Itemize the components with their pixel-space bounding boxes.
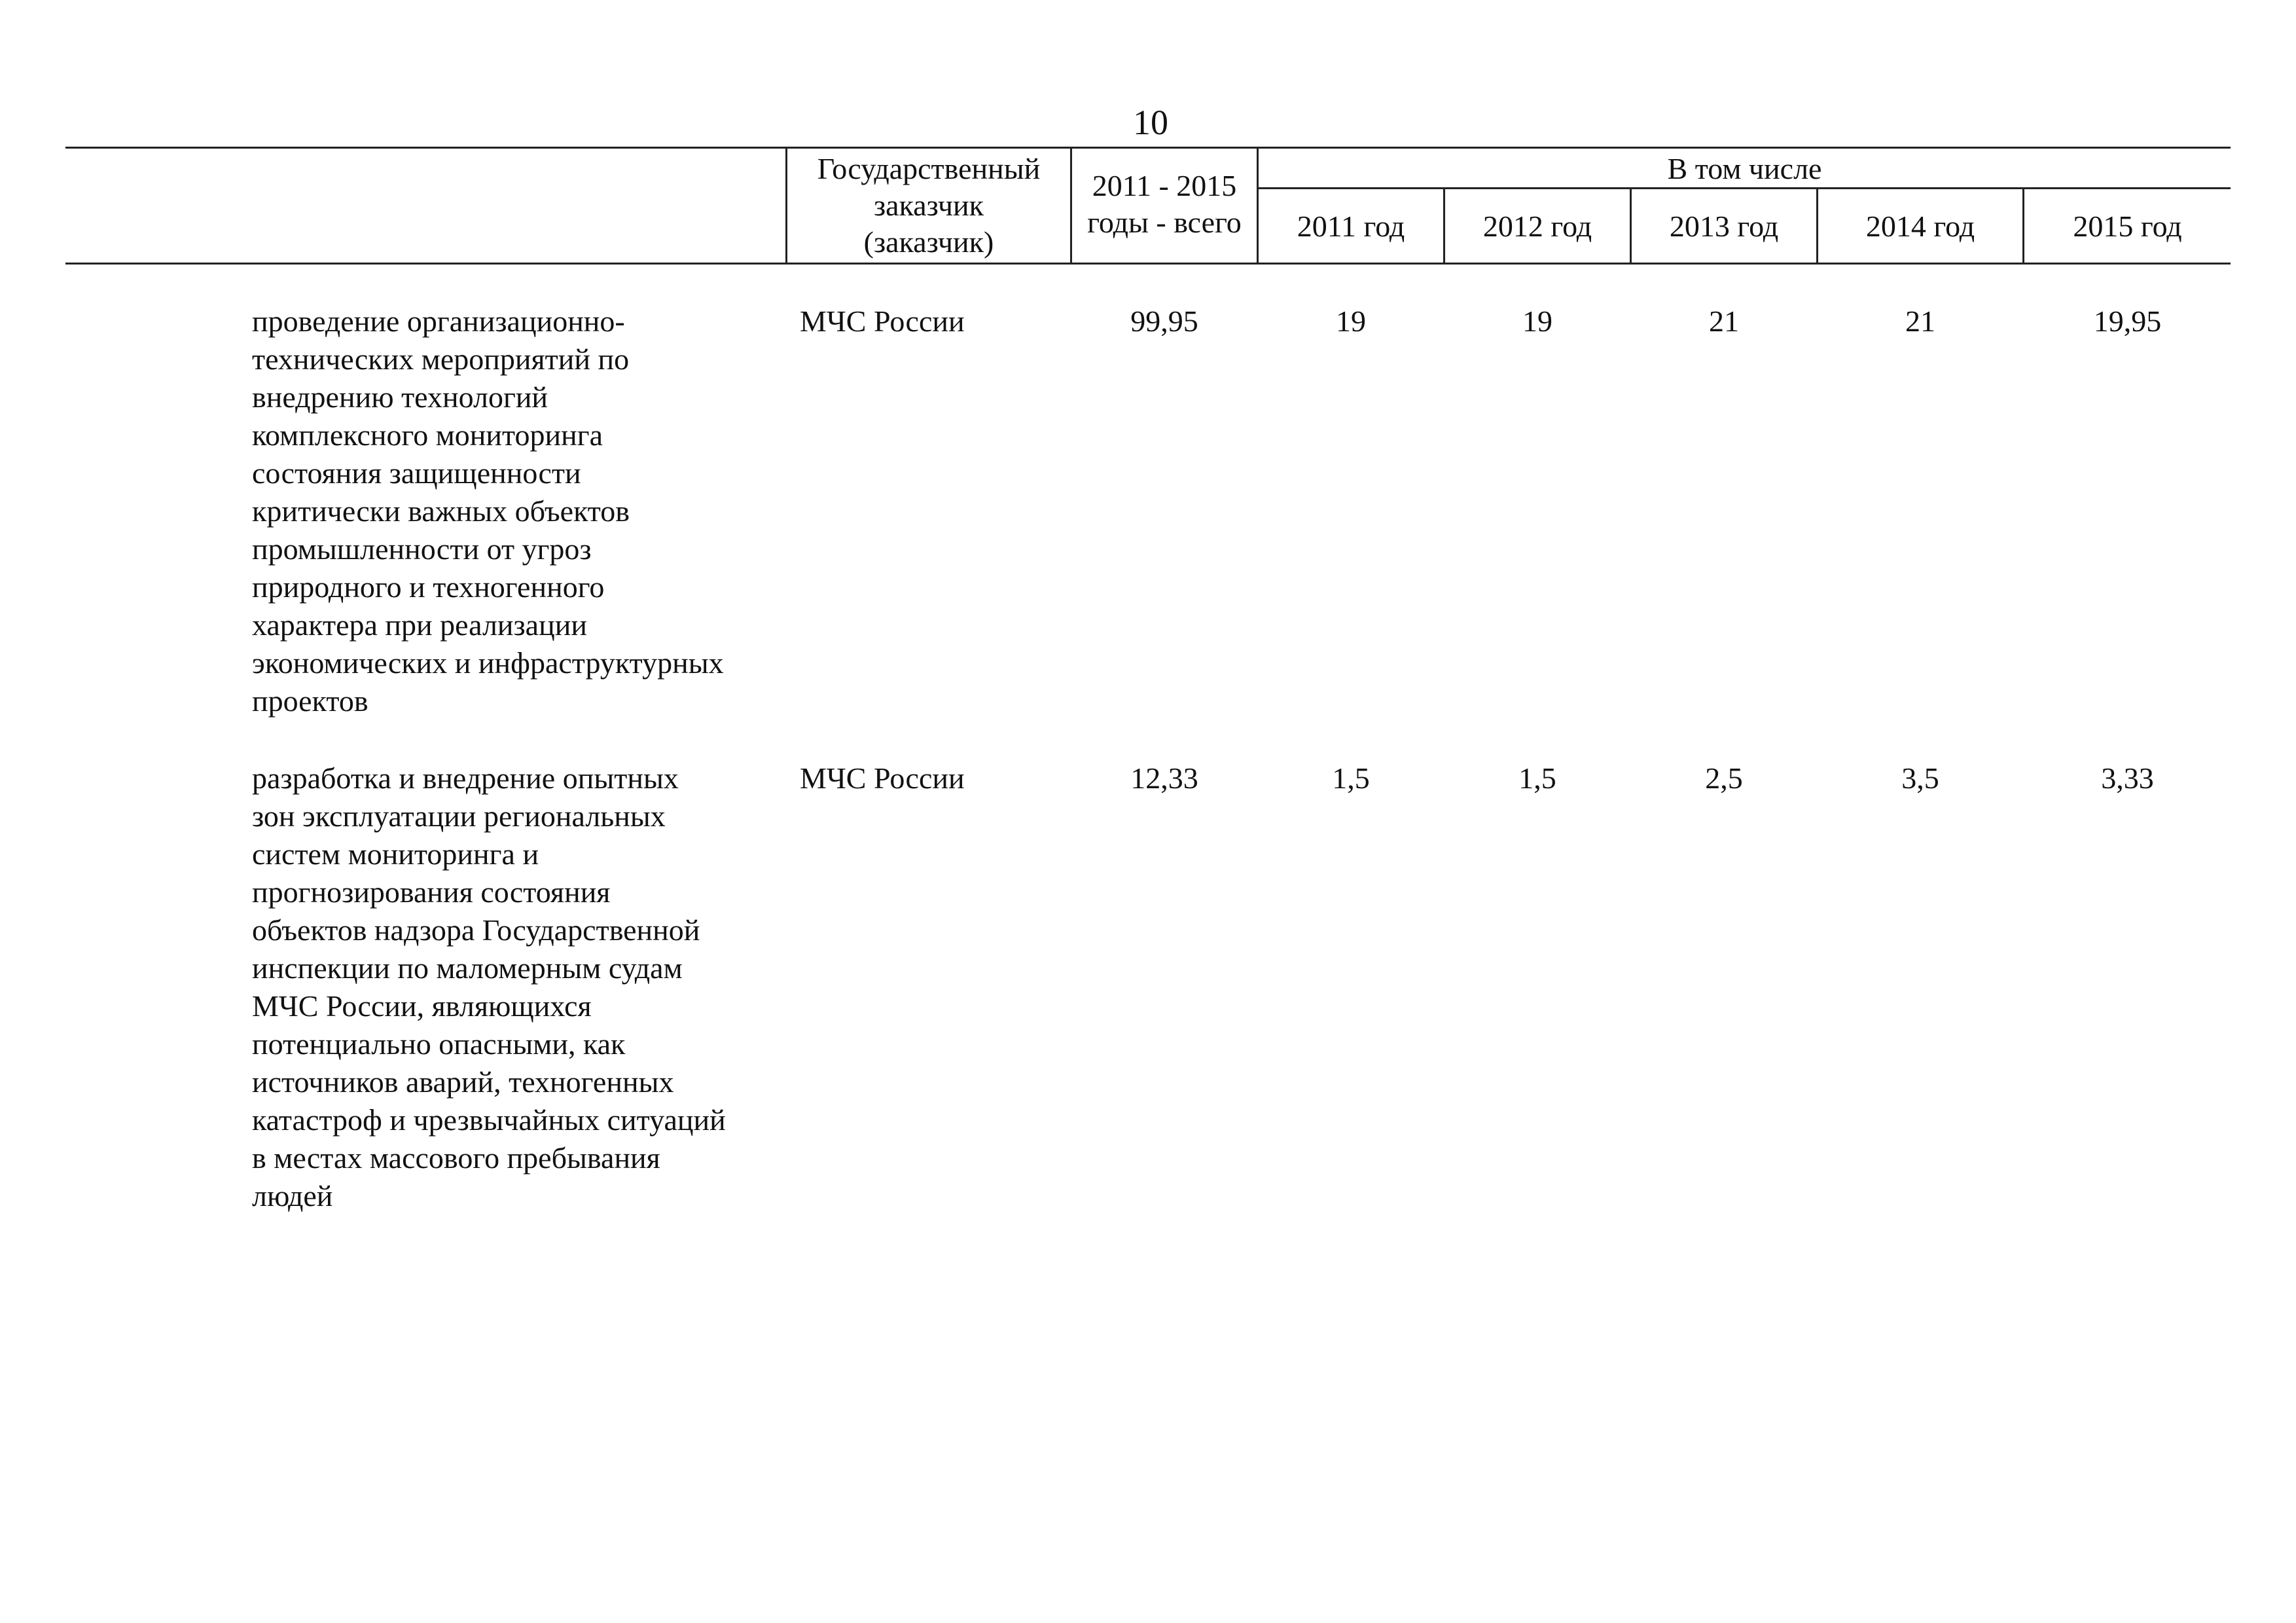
row-1-2014: 21 xyxy=(1905,304,1935,338)
header-year-2012: 2012 год xyxy=(1482,210,1592,243)
header-mid-rule xyxy=(1258,187,2231,189)
row-2-2011: 1,5 xyxy=(1332,761,1370,795)
header-including: В том числе xyxy=(1667,152,1822,185)
row-2-2013: 2,5 xyxy=(1705,761,1743,795)
page-number: 10 xyxy=(1133,103,1168,142)
header-top-rule xyxy=(65,147,2231,149)
row-2-customer: МЧС России xyxy=(800,761,965,795)
header-total: 2011 - 2015 годы - всего xyxy=(1087,169,1242,239)
row-2-2012: 1,5 xyxy=(1518,761,1556,795)
header-bottom-rule xyxy=(65,263,2231,264)
row-1-total: 99,95 xyxy=(1130,304,1198,338)
row-1-customer: МЧС России xyxy=(800,304,965,338)
header-customer: Государственный заказчик (заказчик) xyxy=(817,152,1041,259)
header-year-2013: 2013 год xyxy=(1669,210,1779,243)
row-2-2014: 3,5 xyxy=(1901,761,1939,795)
row-2-description: разработка и внедрение опытных зон эксплуатации региональных систем мониторинга и прогнозирования состояния объектов надзора Государственной инспекции по маломерным судам МЧС России, являющихся потенциально опасными, как источников аварий, техногенных катастроф и чрезвычайных ситуаций в местах массового пребывания людей xyxy=(252,761,726,1213)
row-1-2011: 19 xyxy=(1336,304,1366,338)
row-1-description: проведение организационно- технических мероприятий по внедрению технологий комплексного мониторинга состояния защищенности критически важных объектов промышленности от угроз природного и техногенного характера при реализации экономических и инфраструктурных проектов xyxy=(252,304,724,718)
header-year-2014: 2014 год xyxy=(1865,210,1975,243)
header-year-2015: 2015 год xyxy=(2073,210,2182,243)
header-year-2011: 2011 год xyxy=(1297,210,1405,243)
row-1-2012: 19 xyxy=(1522,304,1552,338)
row-1-2015: 19,95 xyxy=(2093,304,2162,338)
row-2-2015: 3,33 xyxy=(2101,761,2154,795)
row-1-2013: 21 xyxy=(1709,304,1739,338)
row-2-total: 12,33 xyxy=(1130,761,1198,795)
